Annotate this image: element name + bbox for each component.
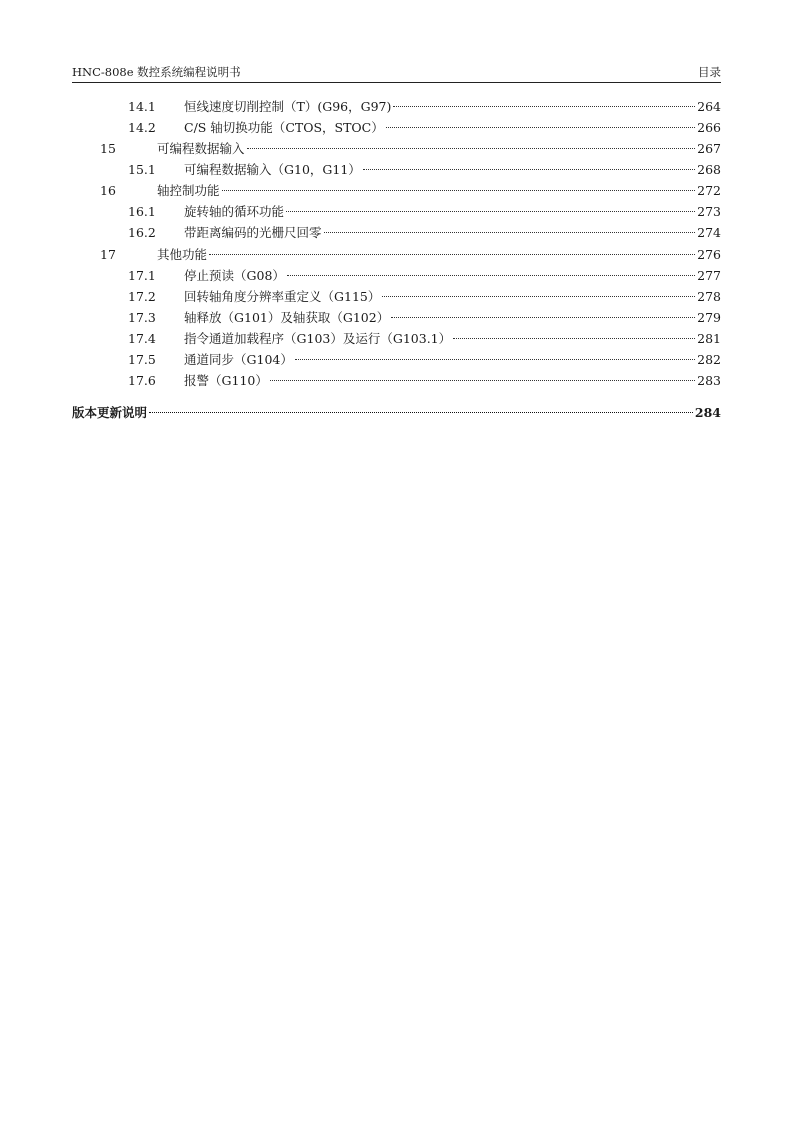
toc-entry-17-6[interactable] [0,371,793,391]
toc-entry-16-1[interactable] [0,202,793,222]
toc-entry-17-2[interactable] [0,287,793,307]
toc-entry-number: 16.1 [128,204,156,219]
toc-entry-page: 264 [697,99,721,114]
dot-leader [149,412,693,413]
toc-entry-14-1[interactable] [0,97,793,117]
toc-entry-title: 轴释放（G101）及轴获取（G102） [184,310,390,325]
toc-entry-number: 17.3 [128,310,156,325]
toc-entry-title: 旋转轴的循环功能 [184,204,285,219]
toc-entry-17[interactable] [0,245,793,265]
toc-entry-page: 266 [697,120,721,135]
dot-leader [391,317,695,318]
dot-leader [287,275,695,276]
toc-entry-title: 可编程数据输入 [157,141,245,156]
toc-entry-17-1[interactable] [0,266,793,286]
dot-leader [209,254,695,255]
toc-entry-page: 284 [694,405,721,420]
toc-entry-number: 17.2 [128,289,156,304]
toc-entry-title: 可编程数据输入（G10，G11） [184,162,361,177]
toc-entry-page: 281 [697,331,721,346]
toc-entry-version-notes[interactable] [0,403,793,423]
dot-leader [386,127,695,128]
toc-entry-page: 268 [697,162,721,177]
toc-entry-title: 轴控制功能 [157,183,220,198]
toc-entry-title: 通道同步（G104） [184,352,293,367]
toc-entry-number: 17.1 [128,268,156,283]
toc-entry-16[interactable] [0,181,793,201]
toc-entry-title: 指令通道加载程序（G103）及运行（G103.1） [184,331,452,346]
dot-leader [382,296,695,297]
toc-entry-title: 报警（G110） [184,373,268,388]
dot-leader [393,106,695,107]
dot-leader [363,169,695,170]
toc-entry-number: 16 [100,183,116,198]
toc-entry-14-2[interactable] [0,118,793,138]
dot-leader [222,190,696,191]
toc-entry-number: 14.2 [128,120,156,135]
toc-entry-16-2[interactable] [0,223,793,243]
toc-entry-page: 282 [697,352,721,367]
toc-entry-15[interactable] [0,139,793,159]
toc-entry-title: 停止预读（G08） [184,268,285,283]
toc-entry-number: 16.2 [128,225,156,240]
toc-entry-page: 274 [697,225,721,240]
toc-entry-page: 279 [697,310,721,325]
toc-entry-number: 17.6 [128,373,156,388]
toc-entry-page: 267 [697,141,721,156]
toc-entry-title: 版本更新说明 [72,405,148,420]
toc-entry-15-1[interactable] [0,160,793,180]
dot-leader [295,359,695,360]
toc-entry-page: 278 [697,289,721,304]
dot-leader [324,232,696,233]
toc-entry-17-5[interactable] [0,350,793,370]
toc-entry-page: 273 [697,204,721,219]
toc-entry-title: 回转轴角度分辨率重定义（G115） [184,289,381,304]
toc-entry-number: 15.1 [128,162,156,177]
toc-entry-number: 17.4 [128,331,156,346]
page-header [72,63,721,81]
toc-entry-page: 283 [697,373,721,388]
toc-entry-number: 15 [100,141,116,156]
toc-entry-title: C/S 轴切换功能（CTOS，STOC） [184,120,384,135]
dot-leader [453,338,695,339]
toc-entry-number: 17 [100,247,116,262]
dot-leader [270,380,695,381]
dot-leader [286,211,695,212]
toc-entry-title: 恒线速度切削控制（T）(G96，G97) [184,99,392,114]
header-divider [72,82,721,83]
section-title: 目录 [698,65,721,79]
toc-entry-page: 272 [697,183,721,198]
document-title: HNC-808e 数控系统编程说明书 [72,65,241,79]
toc-entry-number: 17.5 [128,352,156,367]
toc-entry-page: 276 [697,247,721,262]
toc-entry-17-3[interactable] [0,308,793,328]
toc-entry-number: 14.1 [128,99,156,114]
toc-entry-title: 其他功能 [157,247,208,262]
toc-entry-title: 带距离编码的光栅尺回零 [184,225,322,240]
dot-leader [247,148,696,149]
toc-entry-17-4[interactable] [0,329,793,349]
toc-entry-page: 277 [697,268,721,283]
